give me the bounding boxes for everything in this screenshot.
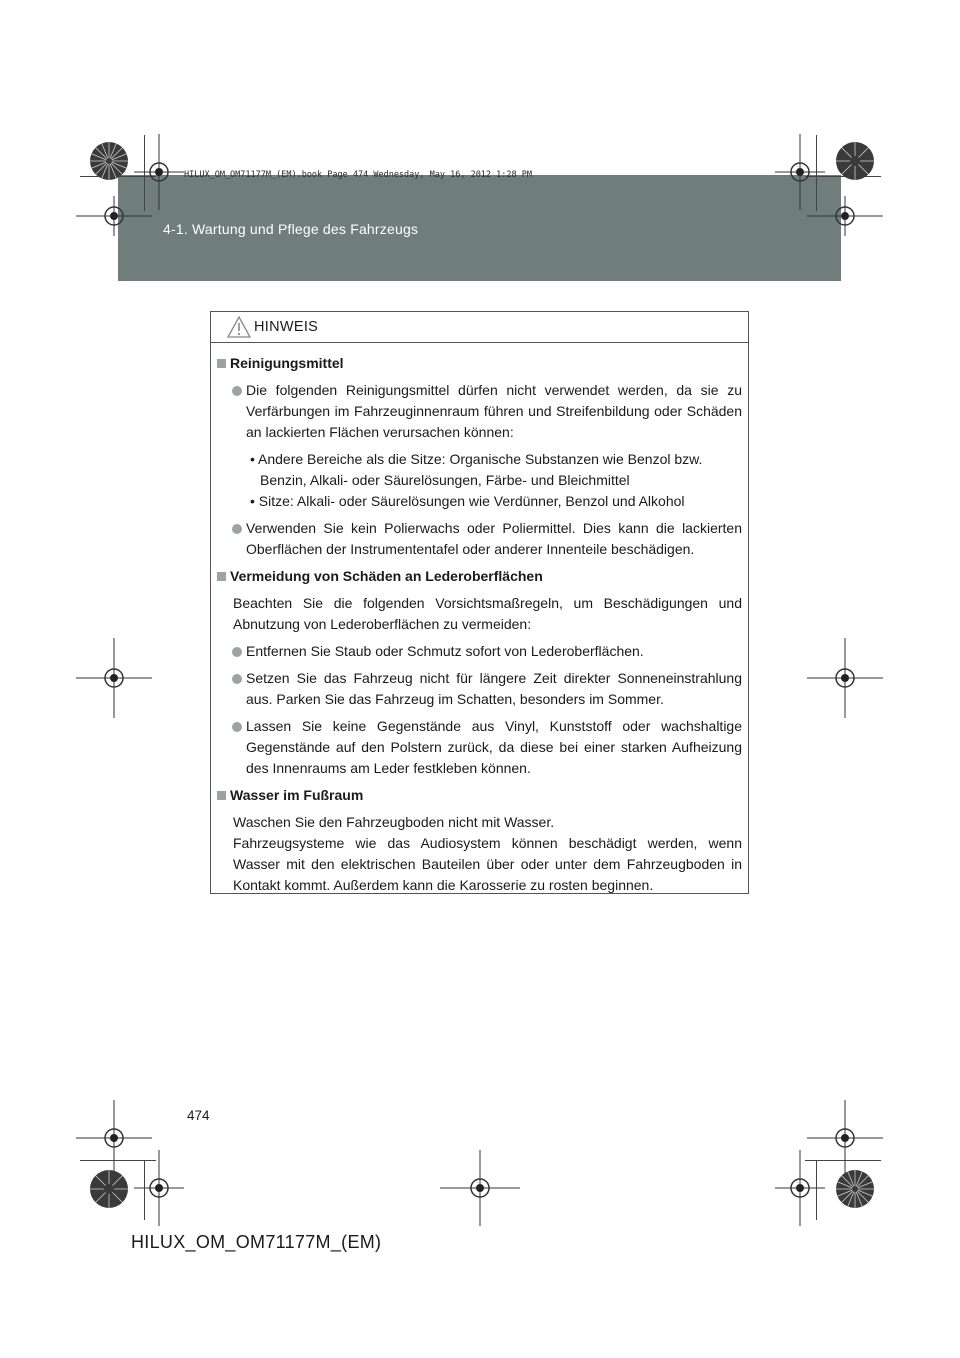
bullet-item: Verwenden Sie kein Polierwachs oder Poliermittel. Dies kann die lackierten Oberflächen der Instrumententafel oder anderer Innenteile beschädigen. — [217, 518, 742, 560]
paragraph: Beachten Sie die folgenden Vorsichtsmaßregeln, um Beschädigungen und Abnutzung von Lederoberflächen zu vermeiden: — [233, 595, 742, 632]
circle-bullet-icon — [232, 386, 242, 396]
bullet-item: Lassen Sie keine Gegenstände aus Vinyl, Kunststoff oder wachshaltige Gegenstände auf den Polstern zurück, da diese bei einer starken Aufheizung des Innenraums am Leder festkleben können. — [217, 716, 742, 779]
section-title: 4-1. Wartung und Pflege des Fahrzeugs — [163, 221, 419, 237]
bullet-item: Entfernen Sie Staub oder Schmutz sofort von Lederoberflächen. — [217, 641, 742, 662]
print-rosette-icon — [834, 140, 876, 182]
notice-box — [210, 311, 749, 894]
section-heading: Vermeidung von Schäden an Lederoberflächen — [217, 566, 742, 587]
circle-bullet-icon — [232, 647, 242, 657]
registration-mark-icon — [76, 638, 152, 718]
circle-bullet-icon — [232, 524, 242, 534]
sub-item: • Sitze: Alkali- oder Säurelösungen wie Verdünner, Benzol und Alkohol — [250, 493, 685, 509]
registration-mark-icon — [775, 1150, 825, 1226]
registration-mark-icon — [807, 196, 883, 236]
paragraph: Waschen Sie den Fahrzeugboden nicht mit Wasser. — [233, 814, 555, 830]
circle-bullet-icon — [232, 722, 242, 732]
square-bullet-icon — [217, 791, 226, 800]
registration-mark-icon — [76, 196, 152, 236]
sub-list — [217, 449, 742, 512]
notice-title: HINWEIS — [254, 319, 319, 335]
registration-mark-icon — [807, 638, 883, 718]
paragraph: Fahrzeugsysteme wie das Audiosystem können beschädigt werden, wenn Wasser mit den elektrischen Bauteilen über oder unter dem Fahrzeugboden in Kontakt kommt. Außerdem kann die Karosserie zu rosten beginnen. — [233, 835, 742, 893]
circle-bullet-icon — [232, 674, 242, 684]
document-code: HILUX_OM_OM71177M_(EM) — [131, 1232, 382, 1252]
print-rosette-icon — [88, 140, 130, 182]
bullet-item: Die folgenden Reinigungsmittel dürfen nicht verwendet werden, da sie zu Verfärbungen im Fahrzeuginnenraum führen und Streifenbildung oder Schäden an lackierten Flächen verursachen können: — [217, 380, 742, 443]
registration-mark-icon — [440, 1150, 520, 1226]
section-heading: Reinigungsmittel — [217, 353, 742, 374]
square-bullet-icon — [217, 359, 226, 368]
registration-mark-icon — [134, 1150, 184, 1226]
bullet-item: Setzen Sie das Fahrzeug nicht für längere Zeit direkter Sonneneinstrahlung aus. Parken Sie das Fahrzeug im Schatten, besonders im Sommer. — [217, 668, 742, 710]
notice-body — [211, 343, 748, 896]
sub-item: • Andere Bereiche als die Sitze: Organische Substanzen wie Benzol bzw. Benzin, Alkali- oder Säurelösungen, Färbe- und Bleichmittel — [250, 451, 703, 488]
print-rosette-icon — [88, 1168, 130, 1210]
page-number: 474 — [187, 1108, 210, 1123]
section-heading: Wasser im Fußraum — [217, 785, 742, 806]
print-rosette-icon — [834, 1168, 876, 1210]
square-bullet-icon — [217, 572, 226, 581]
file-stamp: HILUX_OM_OM71177M_(EM).book Page 474 Wednesday, May 16, 2012 1:28 PM — [184, 170, 532, 180]
notice-header — [211, 312, 748, 343]
warning-triangle-icon — [227, 316, 251, 338]
